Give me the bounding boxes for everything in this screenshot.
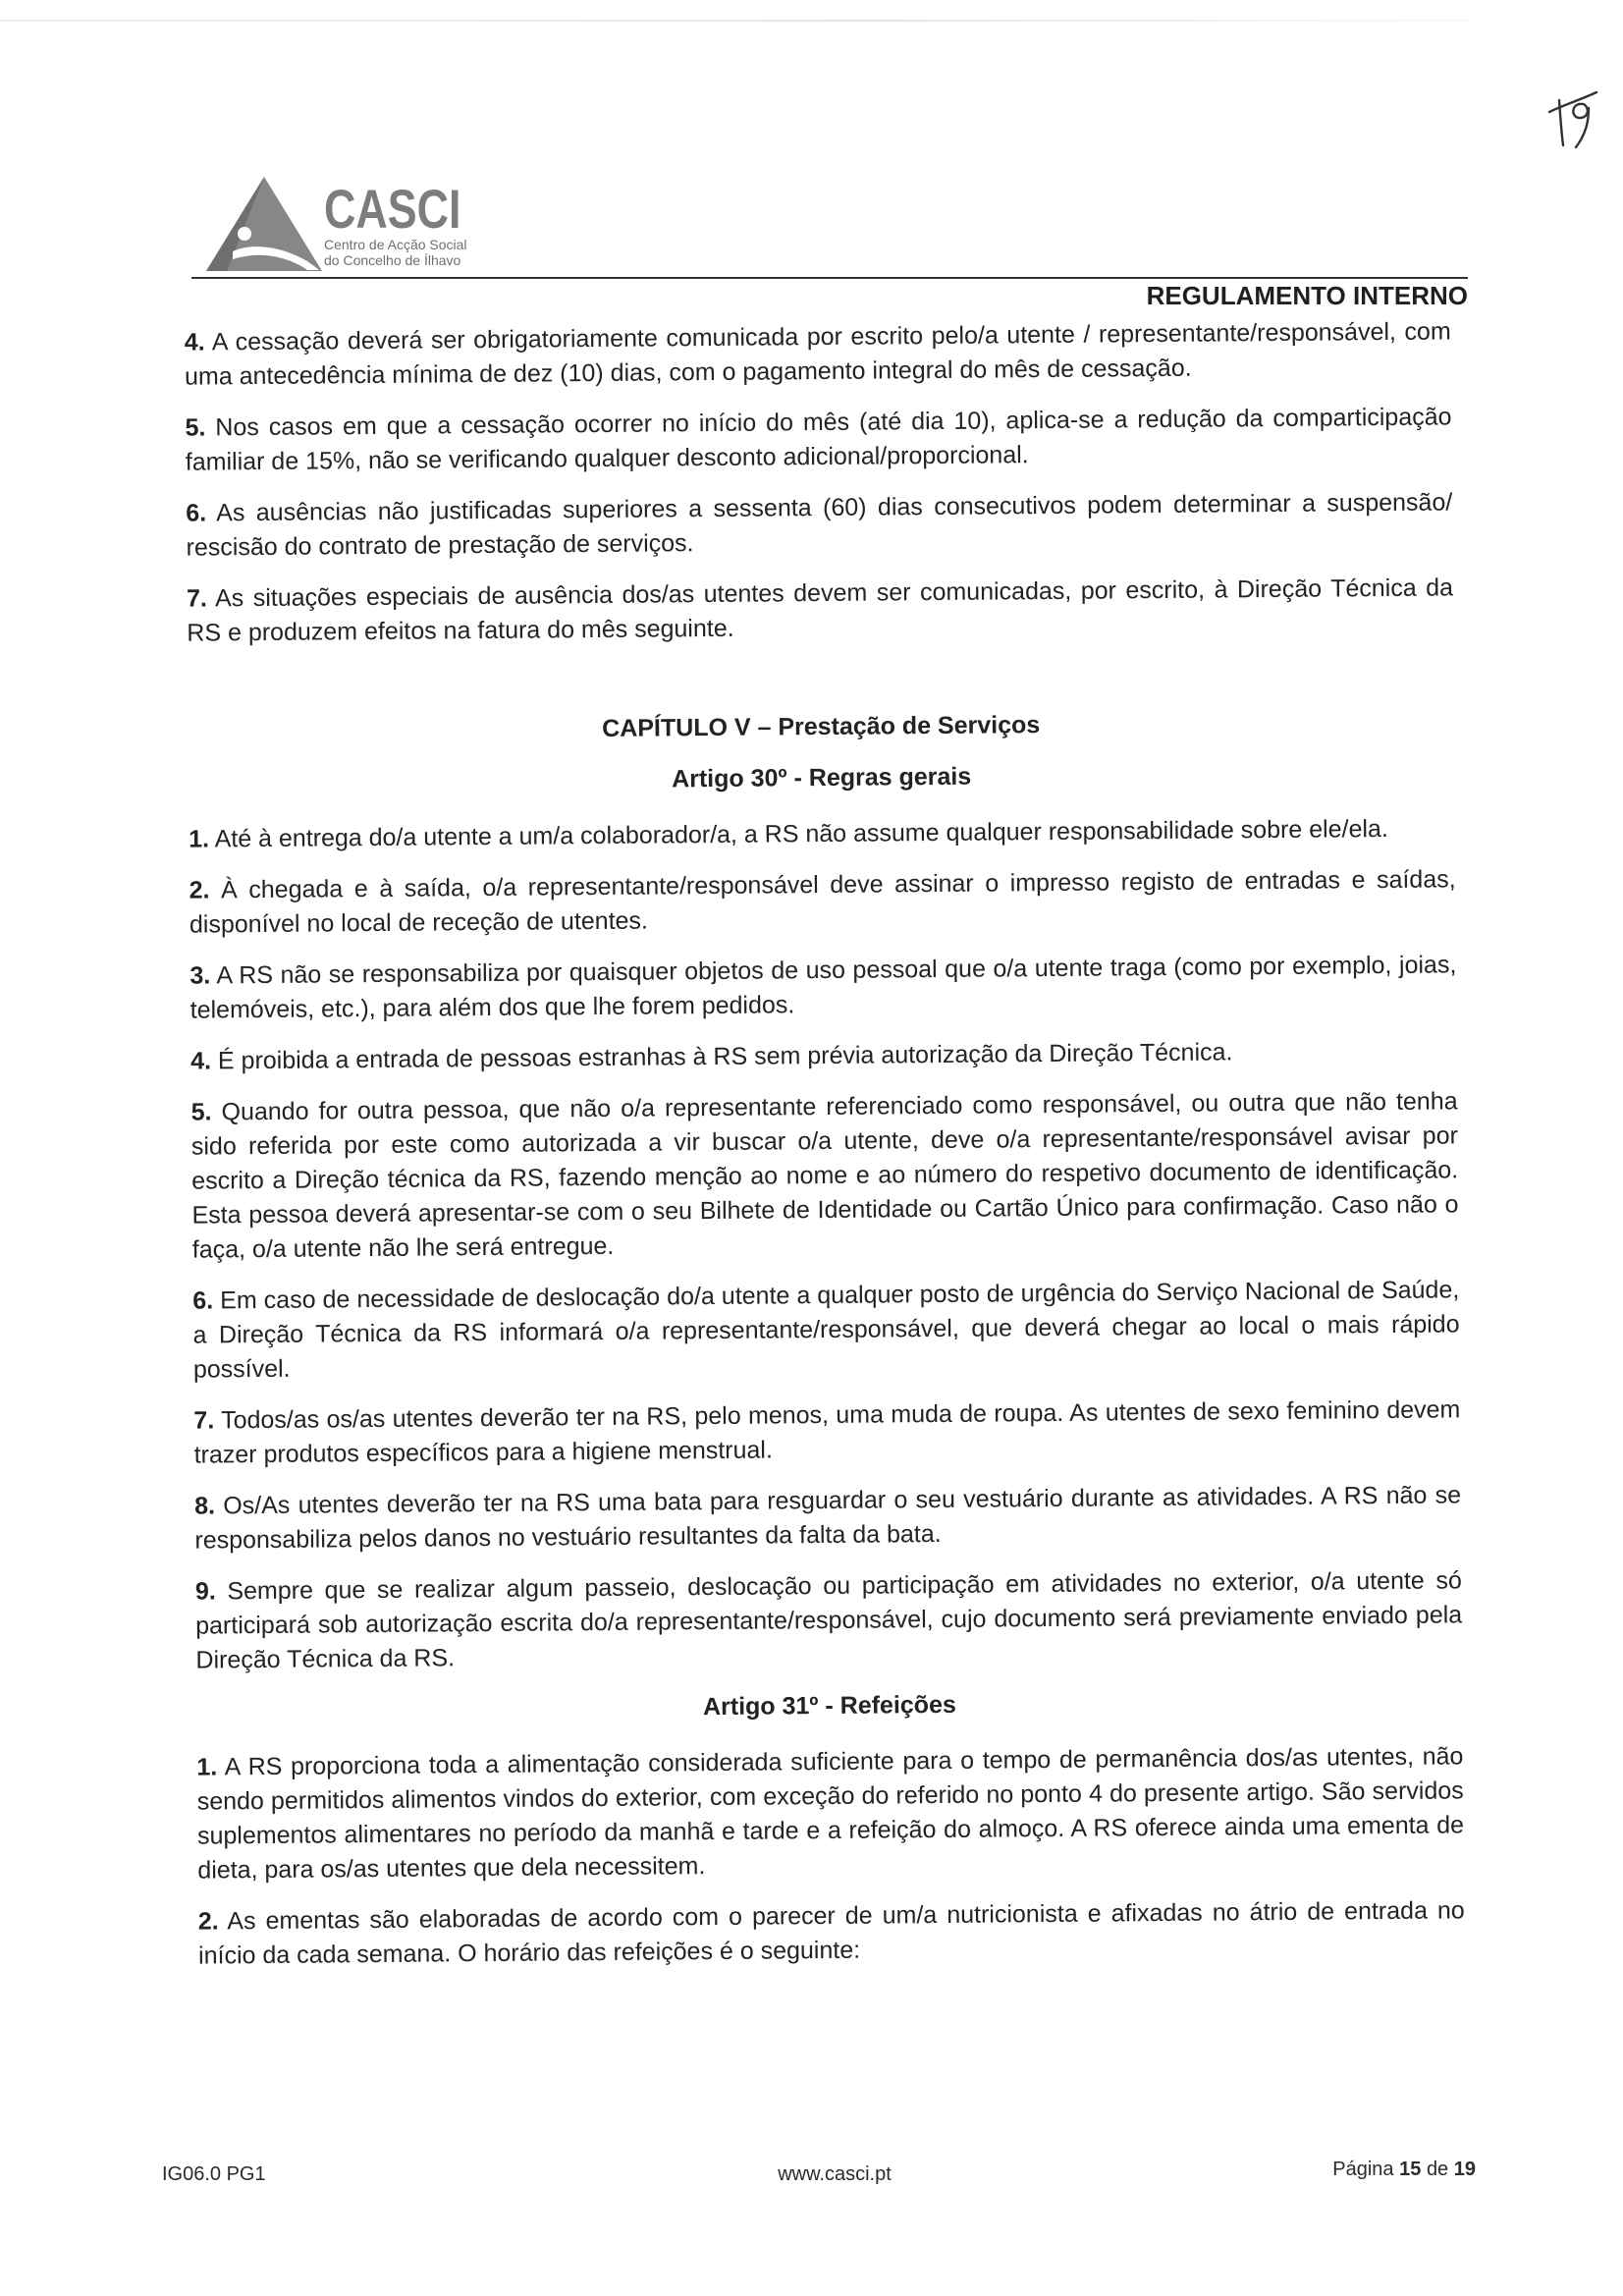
paragraph-number: 5. <box>185 413 206 442</box>
scan-edge <box>0 20 1473 22</box>
casci-logo-icon <box>204 175 324 273</box>
handwritten-initials-icon <box>1543 82 1604 153</box>
article-item <box>189 862 1456 942</box>
item-number: 7. <box>193 1406 215 1435</box>
document-body <box>185 314 1466 1990</box>
page-separator: de <box>1426 2159 1449 2180</box>
paragraph-number: 4. <box>184 328 205 356</box>
item-text: Até à entrega do/a utente a um/a colaborador/a, a RS não assume qualquer responsabilidade sobre ele/ela. <box>214 814 1388 853</box>
article-item <box>190 1084 1458 1267</box>
footer-document-code: IG06.0 PG1 <box>162 2163 266 2185</box>
paragraph-text: Nos casos em que a cessação ocorrer no início do mês (até dia 10), aplica-se a redução da comparticipação familiar de 15%, não se verificando qualquer desconto adicional/proporcional. <box>185 403 1452 476</box>
page-label: Página <box>1332 2159 1394 2180</box>
paragraph-text: As ausências não justificadas superiores a sessenta (60) dias consecutivos podem determinar a suspensão/ rescisão do contrato de prestação de serviços. <box>186 488 1453 562</box>
article-30-title: Artigo 30º - Regras gerais <box>672 762 972 793</box>
item-number: 2. <box>189 876 210 904</box>
item-number: 8. <box>193 1492 216 1520</box>
item-text: A RS proporciona toda a alimentação considerada suficiente para o tempo de permanência dos/as utentes, não sendo permitidos alimentos vindos do exterior, com exceção do referido no ponto 4 do presente artigo. São servidos suplementos alimentares no período da manhã e tarde e a refeição do almoço. A RS oferece ainda uma ementa de dieta, para os/as utentes que dela necessitem. <box>196 1742 1465 1885</box>
item-text: A RS não se responsabiliza por quaisquer objetos de uso pessoal que o/a utente traga (como por exemplo, joias, telemóveis, etc.), para além dos que lhe forem pedidos. <box>189 951 1457 1024</box>
document-title: REGULAMENTO INTERNO <box>1146 281 1468 310</box>
article-item <box>190 1033 1457 1078</box>
article-item <box>196 1739 1464 1887</box>
paragraph-number: 7. <box>186 584 208 613</box>
paragraph <box>186 485 1453 565</box>
item-text: Em caso de necessidade de deslocação do/a utente a qualquer posto de urgência do Serviço Nacional de Saúde, a Direção Técnica da RS informará o/a representante/responsável, que deverá chegar ao local o mais rápido possível. <box>192 1276 1460 1384</box>
item-text: É proibida a entrada de pessoas estranhas à RS sem prévia autorização da Direção Técnica. <box>217 1038 1233 1075</box>
page-current: 15 <box>1399 2159 1422 2180</box>
logo-subtitle-line2: do Concelho de Ílhavo <box>324 252 461 268</box>
article-31-title: Artigo 31º - Refeições <box>702 1690 956 1722</box>
page-total: 19 <box>1453 2159 1476 2180</box>
item-text: Os/As utentes deverão ter na RS uma bata para resguardar o seu vestuário durante as atividades. A RS não se responsabiliza pelos danos no vestuário resultantes da falta da bata. <box>194 1481 1462 1555</box>
item-number: 3. <box>189 961 211 990</box>
item-text: Todos/as os/as utentes deverão ter na RS, pelo menos, uma muda de roupa. As utentes de sexo feminino devem trazer produtos específicos para a higiene menstrual. <box>193 1395 1461 1469</box>
item-number: 1. <box>189 825 210 853</box>
article-item <box>193 1393 1461 1472</box>
logo-subtitle-line1: Centro de Acção Social <box>324 237 467 252</box>
item-text: À chegada e à saída, o/a representante/responsável deve assinar o impresso registo de entradas e saídas, disponível no local de receção de utentes. <box>189 865 1456 939</box>
item-number: 1. <box>196 1753 218 1781</box>
article-item <box>194 1478 1462 1558</box>
chapter-title: CAPÍTULO V – Prestação de Serviços <box>602 711 1041 742</box>
logo-name: CASCI <box>324 178 461 240</box>
item-text: Sempre que se realizar algum passeio, deslocação ou participação em atividades no exterior, o/a utente só participará sob autorização escrita do/a representante/responsável, cujo documento será previamente enviado pela Direção Técnica da RS. <box>195 1566 1463 1674</box>
paragraph-number: 6. <box>186 499 207 527</box>
paragraph <box>185 314 1452 394</box>
paragraph-text: A cessação deverá ser obrigatoriamente comunicada por escrito pelo/a utente / representante/responsável, com uma antecedência mínima de dez (10) dias, com o pagamento integral do mês de cessação. <box>184 317 1451 391</box>
footer-website: www.casci.pt <box>778 2163 892 2185</box>
item-number: 5. <box>190 1098 212 1126</box>
article-item <box>198 1893 1466 1973</box>
header-rule <box>191 277 1468 279</box>
paragraph <box>185 400 1452 479</box>
article-item <box>192 1273 1460 1387</box>
article-item <box>189 948 1457 1027</box>
item-number: 6. <box>192 1286 214 1315</box>
item-text: Quando for outra pessoa, que não o/a representante referenciado como responsável, ou outra que não tenha sido referida por este como autorizada a vir buscar o/a utente, deve o/a representante/responsável avisar por escrito a Direção técnica da RS, fazendo menção ao nome e ao número do respetivo documento de identificação. Esta pessoa deverá apresentar-se com o seu Bilhete de Identidade ou Cartão Único para confirmação. Caso não o faça, o/a utente não lhe será entregue. <box>190 1087 1459 1264</box>
article-item <box>189 811 1455 856</box>
item-number: 9. <box>194 1577 216 1606</box>
paragraph <box>187 571 1454 650</box>
item-text: As ementas são elaboradas de acordo com o parecer de um/a nutricionista e afixadas no átrio de entrada no início da cada semana. O horário das refeições é o seguinte: <box>197 1896 1465 1970</box>
footer-page-number <box>1332 2156 1476 2183</box>
item-number: 2. <box>197 1907 219 1936</box>
paragraph-text: As situações especiais de ausência dos/as utentes devem ser comunicadas, por escrito, à Direção Técnica da RS e produzem efeitos na fatura do mês seguinte. <box>187 574 1454 647</box>
article-item <box>195 1563 1463 1677</box>
item-number: 4. <box>190 1047 212 1075</box>
